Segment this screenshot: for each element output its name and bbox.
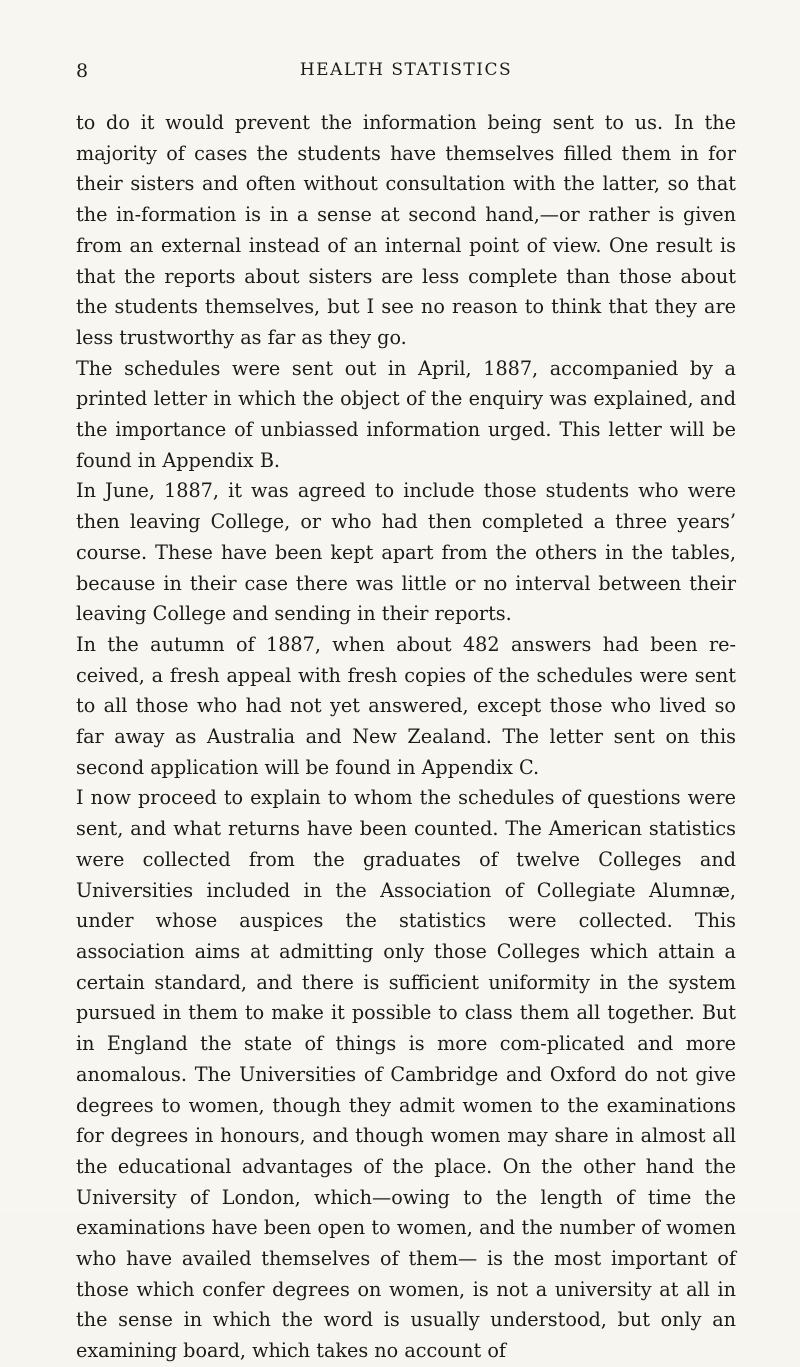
paragraph: In June, 1887, it was agreed to include those students who were then leaving College, or who had then completed a three years’ course. These have been kept apart from the others in the tables, because in their case there was little or no interval between their leaving College and sending in their reports. — [76, 479, 736, 626]
paragraph: I now proceed to explain to whom the schedules of questions were sent, and what returns have been counted. The American statistics were collected from the graduates of twelve Colleges and Universities included in the Association of Collegiate Alumnæ, under whose auspices the statistics were collected. This association aims at admitting only those Colleges which attain a certain standard, and there is sufficient uniformity in the system pursued in them to make it possible to class them all together. But in England the state of things is more com-plicated and more anomalous. The Universities of Cambridge and Oxford do not give degrees to women, though they admit women to the examinations for degrees in honours, and though women may share in almost all the educational advantages of the place. On the other hand the University of London, which—owing to the length of time the examinations have been open to women, and the number of women who have availed themselves of them— is the most important of those which confer degrees on women, is not a university at all in the sense in which the word is usually understood, but only an examining board, which takes no account of — [76, 786, 736, 1363]
running-title: HEALTH STATISTICS — [299, 60, 513, 80]
paragraph: The schedules were sent out in April, 1887, accompanied by a printed letter in which the object of the enquiry was explained, and the importance of unbiassed information urged. This letter will be found in Appendix B. — [76, 356, 736, 472]
page-number: 8 — [76, 60, 89, 82]
running-header — [76, 60, 736, 88]
paragraph: to do it would prevent the information being sent to us. In the majority of cases the students have themselves filled them in for their sisters and often without consultation with the latter, so that the in-formation is in a sense at second hand,—or rather is given from an external instead of an internal point of view. One result is that the reports about sisters are less complete than those about the students themselves, but I see no reason to think that they are less trustworthy as far as they go. — [76, 111, 736, 349]
paragraph: In the autumn of 1887, when about 482 answers had been re-ceived, a fresh appeal with fresh copies of the schedules were sent to all those who had not yet answered, except those who lived so far away as Australia and New Zealand. The letter sent on this second application will be found in Appendix C. — [76, 632, 736, 779]
body-text — [76, 108, 736, 1367]
